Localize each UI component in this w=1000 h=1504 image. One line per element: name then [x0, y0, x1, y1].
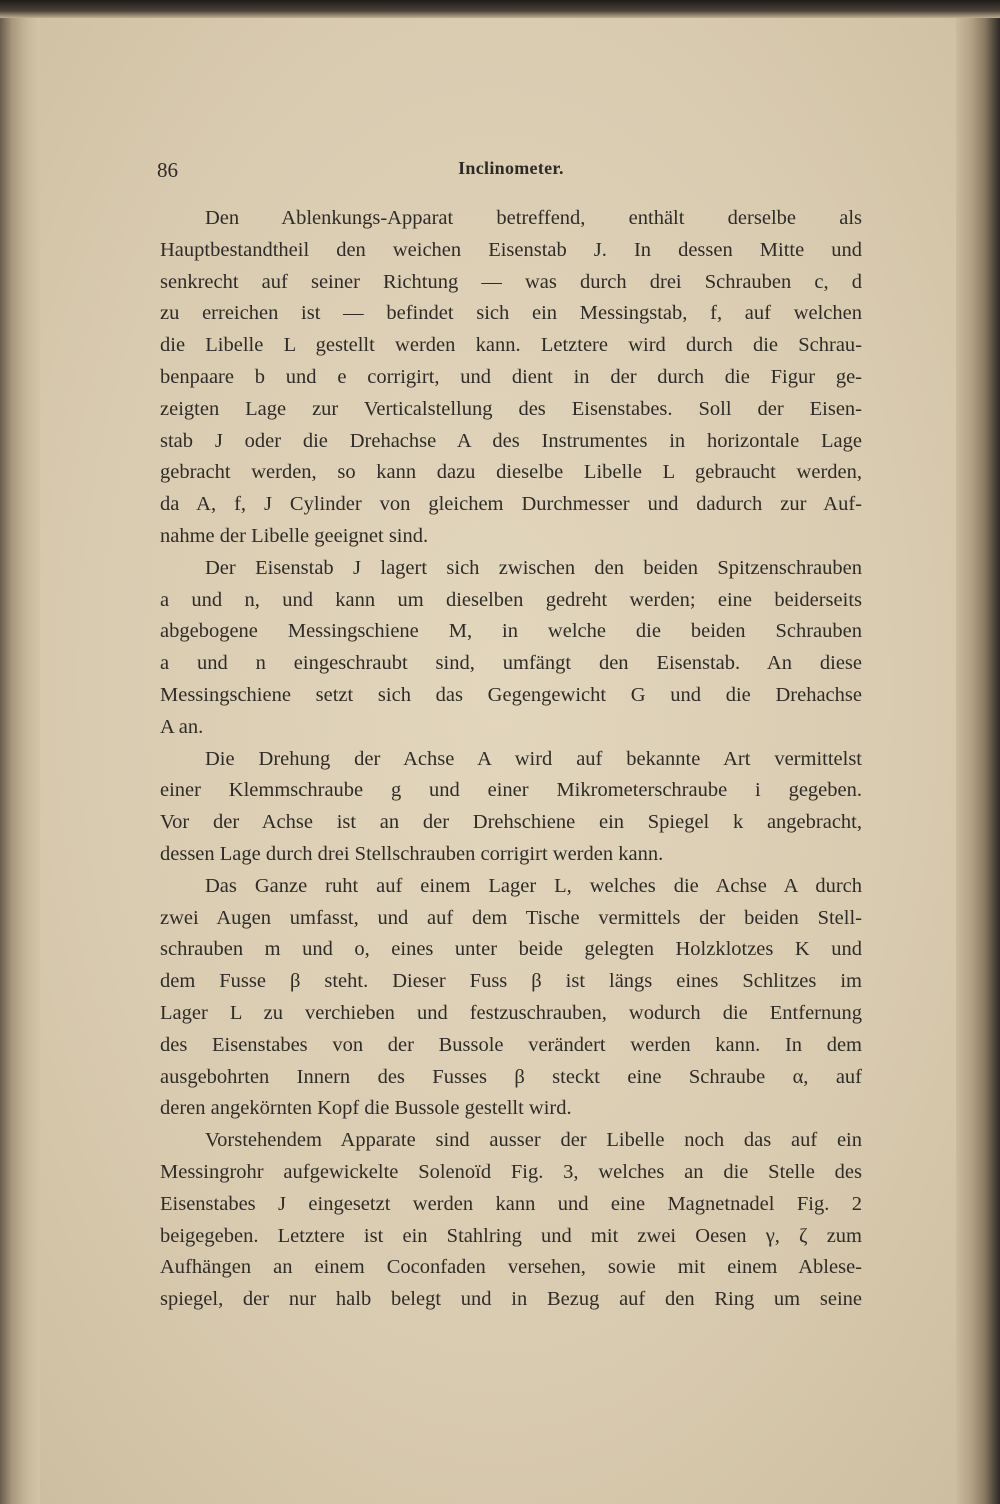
- paragraph: [160, 553, 862, 744]
- text-line-content: Vor der Achse ist an der Drehschiene ein Spiegel k angebracht,: [160, 811, 862, 834]
- page-header: [157, 158, 862, 188]
- text-line-content: deren angekörnten Kopf die Bussole gestellt wird.: [160, 1097, 572, 1120]
- text-line: [160, 298, 862, 330]
- text-line-content: Lager L zu verchieben und festzuschrauben, wodurch die Entfernung: [160, 1001, 862, 1024]
- text-line: [160, 362, 862, 394]
- text-line: [160, 267, 862, 299]
- text-line: [160, 394, 862, 426]
- text-line-content: stab J oder die Drehachse A des Instrumentes in horizontale Lage: [160, 429, 862, 452]
- text-line: [160, 775, 862, 807]
- text-line: [160, 235, 862, 267]
- text-line-content: benpaare b und e corrigirt, und dient in der durch die Figur ge-: [160, 365, 862, 388]
- text-line: [160, 1284, 862, 1316]
- text-line: [160, 203, 862, 235]
- text-line: [160, 1125, 862, 1157]
- text-line: [160, 839, 862, 871]
- paragraph: [160, 1125, 862, 1316]
- text-line-content: spiegel, der nur halb belegt und in Bezug auf den Ring um seine: [160, 1288, 862, 1311]
- text-line-content: Messingschiene setzt sich das Gegengewicht G und die Drehachse: [160, 683, 862, 706]
- paragraph: [160, 203, 862, 553]
- paragraph: [160, 871, 862, 1125]
- text-line: [160, 553, 862, 585]
- text-line: [160, 680, 862, 712]
- text-line: [160, 903, 862, 935]
- text-line: [160, 712, 862, 744]
- text-line: [160, 934, 862, 966]
- book-left-edge: [0, 0, 40, 1504]
- text-line: [160, 330, 862, 362]
- text-line-content: beigegeben. Letztere ist ein Stahlring und mit zwei Oesen γ, ζ zum: [160, 1224, 862, 1247]
- text-line-content: nahme der Libelle geeignet sind.: [160, 524, 429, 547]
- text-line-content: ausgebohrten Innern des Fusses β steckt eine Schraube α, auf: [160, 1065, 862, 1088]
- text-line: [160, 648, 862, 680]
- text-line-content: senkrecht auf seiner Richtung — was durch drei Schrauben c, d: [160, 270, 862, 293]
- text-line: [160, 744, 862, 776]
- text-line-content: Eisenstabes J eingesetzt werden kann und eine Magnetnadel Fig. 2: [160, 1192, 862, 1215]
- text-line: [160, 585, 862, 617]
- text-line-content: einer Klemmschraube g und einer Mikrometerschraube i gegeben.: [160, 779, 862, 802]
- book-right-edge: [956, 0, 1000, 1504]
- text-line-content: Das Ganze ruht auf einem Lager L, welches die Achse A durch: [205, 874, 862, 897]
- text-line-content: Vorstehendem Apparate sind ausser der Libelle noch das auf ein: [205, 1129, 862, 1152]
- text-line: [160, 1062, 862, 1094]
- text-line: [160, 1252, 862, 1284]
- text-line-content: Aufhängen an einem Coconfaden versehen, sowie mit einem Ablese-: [160, 1256, 862, 1279]
- text-line: [160, 616, 862, 648]
- text-line-content: dem Fusse β steht. Dieser Fuss β ist längs eines Schlitzes im: [160, 970, 862, 993]
- text-line: [160, 457, 862, 489]
- text-line-content: a und n, und kann um dieselben gedreht werden; eine beiderseits: [160, 588, 862, 611]
- text-line-content: Die Drehung der Achse A wird auf bekannte Art vermittelst: [205, 747, 862, 770]
- running-title: Inclinometer.: [458, 158, 564, 178]
- text-line: [160, 1189, 862, 1221]
- paragraph: [160, 744, 862, 871]
- text-line-content: Hauptbestandtheil den weichen Eisenstab J. In dessen Mitte und: [160, 238, 862, 261]
- text-line-content: die Libelle L gestellt werden kann. Letztere wird durch die Schrau-: [160, 334, 862, 357]
- text-line-content: zwei Augen umfasst, und auf dem Tische vermittels der beiden Stell-: [160, 906, 862, 929]
- body-text: [160, 203, 862, 1316]
- text-line-content: gebracht werden, so kann dazu dieselbe Libelle L gebraucht werden,: [160, 461, 862, 484]
- scan-top-edge: [0, 0, 1000, 18]
- text-line: [160, 998, 862, 1030]
- text-line: [160, 966, 862, 998]
- text-line-content: des Eisenstabes von der Bussole verändert werden kann. In dem: [160, 1033, 862, 1056]
- page-number: 86: [157, 158, 178, 182]
- text-line: [160, 1157, 862, 1189]
- text-line: [160, 871, 862, 903]
- text-line-content: dessen Lage durch drei Stellschrauben corrigirt werden kann.: [160, 842, 664, 865]
- text-line: [160, 1221, 862, 1253]
- text-line-content: abgebogene Messingschiene M, in welche die beiden Schrauben: [160, 620, 862, 643]
- text-line: [160, 1093, 862, 1125]
- text-line-content: da A, f, J Cylinder von gleichem Durchmesser und dadurch zur Auf-: [160, 493, 862, 516]
- text-line-content: Der Eisenstab J lagert sich zwischen den beiden Spitzenschrauben: [205, 556, 862, 579]
- text-line: [160, 521, 862, 553]
- text-line: [160, 489, 862, 521]
- text-line-content: Den Ablenkungs-Apparat betreffend, enthält derselbe als: [205, 207, 862, 229]
- text-line-content: A an.: [160, 715, 204, 738]
- text-line-content: schrauben m und o, eines unter beide gelegten Holzklotzes K und: [160, 938, 862, 961]
- text-line-content: Messingrohr aufgewickelte Solenoïd Fig. 3, welches an die Stelle des: [160, 1160, 862, 1183]
- text-line-content: zu erreichen ist — befindet sich ein Messingstab, f, auf welchen: [160, 302, 862, 325]
- text-line-content: a und n eingeschraubt sind, umfängt den Eisenstab. An diese: [160, 652, 862, 675]
- text-line: [160, 426, 862, 458]
- text-line: [160, 807, 862, 839]
- text-line: [160, 1030, 862, 1062]
- text-line-content: zeigten Lage zur Verticalstellung des Eisenstabes. Soll der Eisen-: [160, 397, 862, 420]
